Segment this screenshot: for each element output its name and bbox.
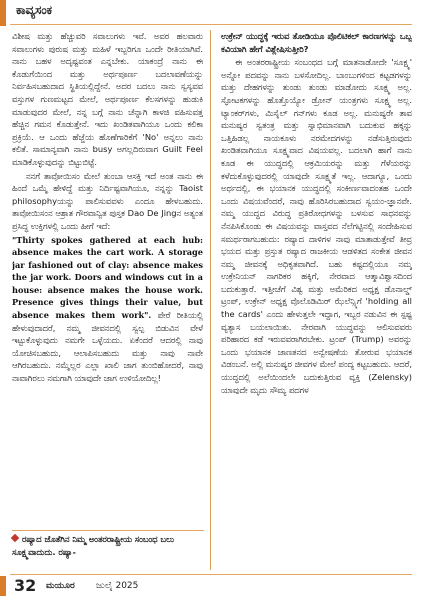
left-paragraph-1: ವಿಶೀಷ ಮತ್ತು ಹೆಚ್ಚುವರಿ ಸವಾಲುಗಳು ಇವೆ. ಅವರ ಹಲವಾರು ಸವಾಲುಗಳು ಪುರುಷ ಮತ್ತು ಮಹಿಳೆ ಇಬ್ಬರಿಗೂ ಒಂದೇ ರೀತಿಯಾಗಿವೆ. ನಾನು ಬಹಳ ಅದೃಷ್ಟವಂತ ಎನ್ನಬೇಕು. ಯಾಕಂದ್ರೆ ನಾನು ಈ ಕೊಡುಗೆಯಿಂದ ಮತ್ತು ಅರ್ಥಪೂರ್ಣ ಬದಲಾವಣೆಯನ್ನು ನಿರ್ವಹಿಸಬಹುದಾದ ಸ್ಥಿತಿಯಲ್ಲಿದ್ದೇನೆ. ಅದರ ಬದಲು ನಾನು ಸ್ವಸ್ಯವವ ವಸ್ತುಗಳ ಗುಣಮಟ್ಟದ ಮೇಲೆ, ಅರ್ಥಪೂರ್ಣ ಕೆಲಸಗಳನ್ನು ಹುಡುಕಿ ಮಾಡುವುದರ ಮೇಲೆ, ನನ್ನ ಬಗ್ಗೆ ನಾನು ಚೆನ್ನಾಗಿ ಕಾಳಜಿ ವಹಿಸುವತ್ತ ಹೆಚ್ಚಿನ ಗಮನ ಕೊಡುತ್ತೇನೆ. ಇದು ಖಂಡಿತವಾಗಿಯೂ ಒಂದು ಕಲಿಕಾ ಪ್ರಕ್ರಿಯೆ. ಆ ಒಂದು ಹೆಜ್ಜೆಯ ಹೊಣೆಗಾರಿಕೆಗೆ 'No' ಅನ್ನಲು ನಾನು ಕಲಿತೆ. ಸಾಮಾನ್ಯವಾಗಿ ನಾನು busy ಅಗಲ್ಲದಿರುವಾಗ Guilt Feel ಮಾಡಿಕೊಳ್ಳುವುದನ್ನು ಬಿಟ್ಟುಬಿಟ್ಟೆ. xyxy=(12,31,203,167)
left-paragraph-2: ನನಗೆ ತಾವೋಯಿಸಂ ಮೇಲೆ ತುಂಬಾ ಆಸಕ್ತಿ ಇದೆ ಅಂತ ನಾನು ಈ ಹಿಂದೆ ಒಮ್ಮೆ ಹೇಳಿದ್ದೆ ಮತ್ತು ನಿರ್ದಿಷ್ಟವಾಗಿಯೂ, ನನ್ನನ್ನು Taoist philosophyಯನ್ನು ಪಾಲಿಸುವವಳು ಎಂದೂ ಹೇಳಬಹುದು. ತಾವೋಯಿಸಂನ ಆಶ್ರಾತ ಗೌರವಾನ್ವಿತ ಪುಸ್ತಕ Dao De Jingನ ಅತ್ಯಂತ ಪ್ರಸಿದ್ಧ ಉಕ್ತಿಗಳಲ್ಲಿ ಒಂದು ಹೀಗೆ ಇದೆ: xyxy=(12,170,203,231)
after-quote-text: ಪೇರೆ ರೀತಿಯಲ್ಲಿ ಹೇಳುವುದಾದರೆ, ನಮ್ಮ ಜೀವನದಲ್ಲಿ ಸ್ವಲ್ಪ ಬಿಡುವಿನ ವೇಳೆ ಇಟ್ಟುಕೊಳ್ಳುವುದು ನಮಗೇ ಒಳ್ಳೆಯದು. ಏಕೆಂದರೆ ಆದರಲ್ಲಿ ನಾವು ಯೋಚಿಸಬಹುದು, ಆಲಾಪಿಸಬಹುದು ಮತ್ತು ನಾವು ನಾವೇ ಆಗಿರಬಹುದು. ನಮ್ಮೆಲ್ಲರ ಎಲ್ಲಾ ಖಾಲಿ ಜಾಗ ತುಂಬಿಹೋದರೆ, ನಾವು ನಾವಾಗಿರಲು ನಮಗಾಗಿ ಯಾವುದೇ ಜಾಗ ಉಳಿಯೋದಿಲ್ಲ! xyxy=(12,310,203,384)
right-column xyxy=(221,30,412,560)
footer-rule xyxy=(10,574,412,575)
section-title: ಕಾವ್ಯಸಂಕ xyxy=(16,3,53,17)
english-quote: "Thirty spokes gathered at each hub: absence makes the cart work. A storage jar fashioned out of clay: absence makes the jar work. Doors and windows cut in a house: absence makes the house work. Presence gives things their value, but absence makes them work". xyxy=(12,234,203,321)
diamond-bullet-icon xyxy=(11,534,19,542)
footer-accent-bar xyxy=(0,576,6,596)
section-header xyxy=(0,0,422,26)
left-column xyxy=(12,30,203,560)
header-accent-bar xyxy=(0,0,6,26)
header-rule xyxy=(10,24,412,25)
page-number: 32 xyxy=(14,576,37,595)
issue-date: ಜುಲೈ 2025 xyxy=(96,581,139,591)
quote-paragraph xyxy=(12,234,203,385)
interview-question: ಉಕ್ರೇನ್ ಯುದ್ಧಕ್ಕೆ ಇರುವ ತೋಡಿಯೂ ಪೊಲಿಟಿಕಲ್ ಕಾರಣಗಳನ್ನು ಒಬ್ಬ ಕವಿಯಾಗಿ ಹೇಗೆ ವಿಶ್ಲೇಷಿಸುತ್ತೀರಿ? xyxy=(221,31,412,54)
magazine-name: ಮಯೂರ xyxy=(46,581,75,591)
column-divider xyxy=(210,30,211,570)
pull-quote-rule xyxy=(12,530,204,531)
page-footer xyxy=(0,574,422,600)
pull-quote-text: ರಷ್ಯಾದ ಜೊತೆಗಿನ ನಿಮ್ಮ ಅಂತರರಾಷ್ಟ್ರೀಯ ಸಂಬಂಧ ಬಲು ಸೂಕ್ಷ್ಮವಾದುದು. ರಷ್ಯಾ- xyxy=(12,534,174,557)
pull-quote xyxy=(12,533,204,558)
right-paragraph-1: ಈ ಅಂತರರಾಷ್ಟ್ರೀಯ ಸಂಬಂಧದ ಬಗ್ಗೆ ಮಾತನಾಡೋದೇ 'ಸೂಕ್ಷ್ಮ' ಅನ್ನೋ ಪದವನ್ನು ನಾನು ಬಳಸೋದಿಲ್ಲ. ಬಾಂಬುಗಳಿಂದ ಕಟ್ಟಡಗಳನ್ನು ಮತ್ತು ದೇಹಗಳನ್ನು ತುಂಡು ತುಂಡು ಮಾಡೋದು ಸೂಕ್ಷ್ಮ ಅಲ್ಲ. ಸ್ಫೋಟಕಗಳನ್ನು ಹೊತ್ತೊಯ್ಯೋ ಡ್ರೋನ್ ಯಂತ್ರಗಳು ಸೂಕ್ಷ್ಮ ಅಲ್ಲ. ಟ್ಯಾಂಕರ್‌ಗಳು, ಮಿಸೈಲ್ ಗನ್‌ಗಳು ಕೂಡ ಅಲ್ಲ. ಮನುಷ್ಯರೇ ತಾವ ಮನುಷ್ಯರ ಸ್ವತಂತ್ರ ಮತ್ತು ಸ್ವಾಭಿಮಾನವಾಗಿ ಬದುಕುವ ಹಕ್ಕನ್ನು ಒತ್ತಿಹಿಡಲ್ಲ ನಾಯಕೂಳು ನರಮೇದಗಳನ್ನು ನಡೆಸುತ್ತಿರುವುದು ಖಂಡಿತವಾಗಿಯೂ ಸೂಕ್ಷ್ಮವಾದ ವಿಷಯವಲ್ಲ. ಬದಲಾಗಿ ಹಾಗೆ ನಾನು ಕೂಡ ಈ ಯುದ್ಧದಲ್ಲಿ ಆಕ್ರಮಿಯರನ್ನು ಮತ್ತು ಗೆಳೆಯರನ್ನು ಕಳೆದುಕೊಳ್ಳುವುದರಲ್ಲಿ ಯಾವುದೇ ಸೂಕ್ಷ್ಮತೆ ಇಲ್ಲ. ಆದಾಗ್ಯೂ, ಒಂದು ಅರ್ಥದಲ್ಲಿ, ಈ ಭಯಾನಕ ಯುದ್ಧದಲ್ಲಿ ಸಂಕೀರ್ಣವಾದಂತಹ ಒಂದೇ ಒಂದು ವಿಷಯವೆಂದರೆ, ನಾವು ಹೊರಿಸಿರಬಹುದಾದ ಸ್ವಯಂ-ಜ್ಞಾನವೇ. ನಮ್ಮ ಯುದ್ಧದ ವಿರುದ್ಧ ಪ್ರತಿರೋಧಗಳನ್ನು ಬಳಸುವ ಸಾಧನವನ್ನು ನೆನಪಿಸಿಕೊಂಡು ಈ ವಿಷಯವನ್ನು ವಾಸ್ತವದ ನೆಲೆಗಟ್ಟಿನಲ್ಲಿ ಸಂದೇಹಿಸುವ ಸಮರ್ಥರಾಗಬಹುದು: ರಷ್ಯಾದ ದಾಳಿಗಳ ನಾವು ಮಾತಾಡುತ್ತೇವೆ ತೀವ್ರ ಭಯದ ಮತ್ತು ಪ್ರಸ್ತುತ ರಷ್ಯಾದ ರಾಜಕೀಯ ಆಡಳಿತದ ಸಂಕೇತ ಜೀವನ ನಮ್ಮ ಜೀವನಕ್ಕೆ ಅಧಿಕೃತವಾಗಿದೆ. ಬಹು ಕಷ್ಟದಲ್ಲಿಯೂ ನಮ್ಮ ಉಕ್ರೇನಿಯನ್ ನಾಗರಿಕರ ಹಕ್ಕಿಗೆ, ನೇರವಾದ ಆತ್ಮಾವಿಶ್ವಾಸದಿಂದ ಬದುಕುತ್ತಾರೆ. ಇತ್ತೀಚೆಗೆ ವಿಶ್ವ ಮತ್ತು ಅಮೆರಿಕದ ಅಧ್ಯಕ್ಷ ಡೊನಾಲ್ಡ್ ಟ್ರಂಪ್, ಉಕ್ರೇನ್ ಅಧ್ಯಕ್ಷ ವೊಲೊಡಿಮಿರ್ ಝೆಲೆನ್ಸ್ಕಿಗೆ 'holding all the cards' ಎಂದು ಹೇಳುತ್ತಲೇ ಇದ್ದಾಗ, ಇಬ್ಬರ ನಡುವಿನ ಈ ಸ್ಪಷ್ಟ ವ್ಯತ್ಯಾಸ ಬಯಲಾಯಿತು. ನೇರವಾಗಿ ಯುದ್ಧವನ್ನು ಆಲಿಸುವವರು ಪರಿಹಾರದ ಕಡೆ ಇರುವವರಾಗಿರಬೇಕು. ಟ್ರಂಪ್ (Trump) ಅವರನ್ನು ಒಂದು ಭಯಾನಕ ಜಾಣತನದ ಅನ್ವೇಷಣೆಯ ತೋರುವ ಭಯಾನಕ ವಿಡಂಬನೆ. ಅಲ್ಲಿ ಮನುಷ್ಯರ ಜೀವಗಳ ಮೇಲೆ ಪಂದ್ಯ ಕಟ್ಟಬಹುದು. ಆದರೆ, ಯುದ್ಧದಲ್ಲಿ ಅಲೆಯಿಂದಲೇ ಬದುಕುತ್ತಿರುವ ವ್ಯಕ್ತಿ (Zelensky) ಯಾವುದೇ ಮೃದು ಸೌಮ್ಯ ಪದಗಳ xyxy=(221,57,412,395)
